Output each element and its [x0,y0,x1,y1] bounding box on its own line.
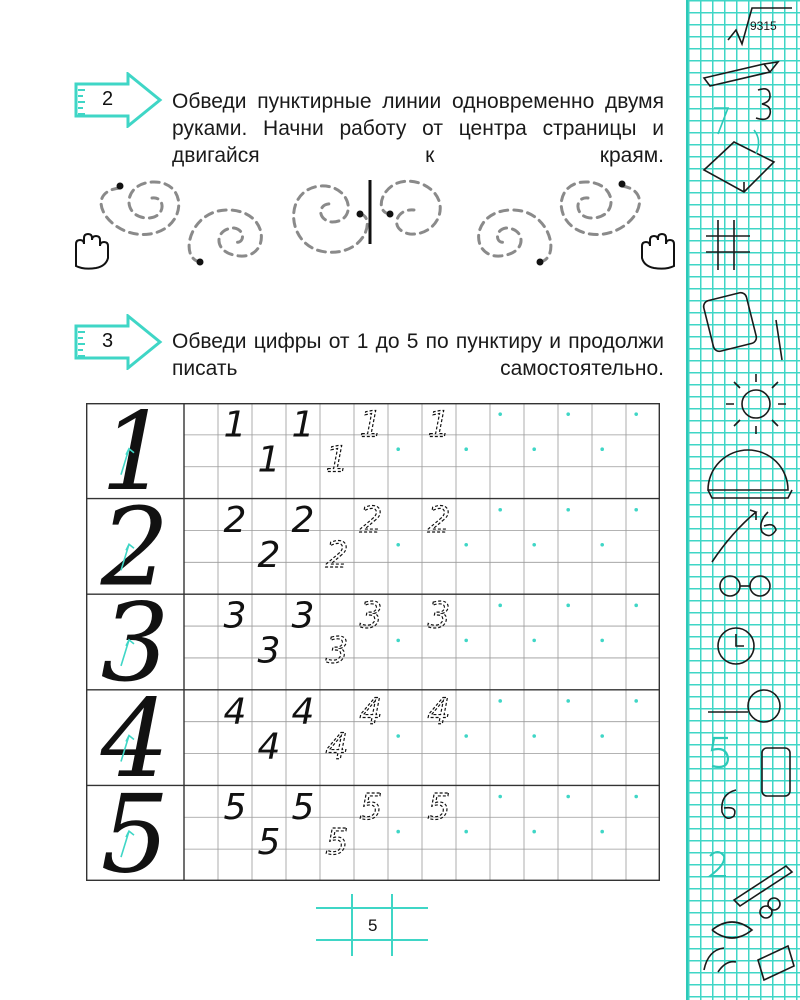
practice-digit: 1 [359,404,383,446]
guide-dot [464,543,468,547]
phone-doodle [762,748,790,796]
practice-digit: 3 [325,630,349,672]
guide-dot [464,447,468,451]
task-3-instructions: Обведи цифры от 1 до 5 по пунктиру и продолжи писать самостоятельно. [172,330,664,380]
practice-digit: 5 [223,786,247,828]
glasses-doodle [720,576,740,596]
protractor-doodle [708,450,792,498]
practice-digit: 3 [427,595,451,637]
practice-digit: 2 [257,535,281,577]
task-number: 3 [102,330,114,352]
guide-dot [634,795,638,799]
guide-dot [396,830,400,834]
practice-digit: 4 [223,691,247,733]
task-2-badge [74,72,164,128]
task-number: 2 [102,88,114,110]
arrow-doodle [712,510,756,562]
pencil-doodle [704,62,778,86]
guide-dot [532,639,536,643]
school-doodles [688,0,800,1000]
practice-digit: 4 [291,691,315,733]
guide-dot [566,508,570,512]
model-digit: 2 [100,485,170,611]
task-2-instructions: Обведи пунктирные линии одновременно двумя руками. Начни работу от центра страницы и двигайся к краям. [172,90,664,167]
spiral-path [294,186,368,252]
practice-digit: 3 [257,630,281,672]
practice-digit: 4 [427,691,451,733]
practice-digit: 1 [223,404,247,446]
guide-dot [600,639,604,643]
guide-dot [566,604,570,608]
sun-doodle [742,390,770,418]
guide-dot [498,412,502,416]
guide-dot [532,734,536,738]
practice-digit: 2 [223,500,247,542]
guide-dot [532,447,536,451]
pen-doodle [734,866,792,906]
model-digit: 5 [100,772,170,881]
guide-dot [634,604,638,608]
guide-dot [634,699,638,703]
guide-dot [396,447,400,451]
model-digit: 3 [100,581,170,707]
guide-dot [532,543,536,547]
guide-dot [396,543,400,547]
hand-icon [76,234,108,269]
spiral-path [479,210,551,262]
guide-dot [634,508,638,512]
spiral-tracing-area [70,172,680,282]
practice-digit: 3 [291,595,315,637]
practice-digit: 3 [359,595,383,637]
guide-dot [396,639,400,643]
book-doodle [704,142,774,192]
guide-dot [464,639,468,643]
practice-digit: 1 [291,404,315,446]
practice-digit: 1 [325,439,349,481]
guide-dot [600,447,604,451]
practice-digit: 1 [427,404,451,446]
practice-digit: 2 [427,500,451,542]
guide-dot [566,699,570,703]
spiral-path [101,182,179,235]
practice-digit: 5 [359,786,383,828]
model-digit: 4 [100,676,170,802]
magnifier-doodle [748,690,780,722]
practice-digit: 5 [427,786,451,828]
guide-dot [634,412,638,416]
ruler-arrow-icon [74,314,164,370]
guide-dot [532,830,536,834]
practice-digit: 5 [291,786,315,828]
hand-icon [642,234,674,269]
leaf-doodle [712,922,752,938]
decorative-grid-strip [686,0,800,1000]
spiral-path [189,210,261,262]
svg-text:9315: 9315 [750,19,777,33]
guide-dot [498,795,502,799]
spiral-path [561,182,639,235]
practice-digit: 1 [257,439,281,481]
guide-dot [566,412,570,416]
envelope-doodle [758,946,794,980]
tictactoe-doodle [706,220,750,270]
practice-digit: 5 [325,821,349,863]
digit-worksheet-grid [86,403,660,881]
practice-digit: 4 [325,726,349,768]
guide-dot [464,830,468,834]
guide-dot [566,795,570,799]
guide-dot [600,543,604,547]
guide-dot [464,734,468,738]
practice-digit: 2 [291,500,315,542]
guide-dot [600,830,604,834]
practice-digit: 4 [257,726,281,768]
calculator-doodle [702,291,757,352]
guide-dot [498,699,502,703]
guide-dot [498,604,502,608]
page-number: 5 [368,916,378,935]
task-3-badge [74,314,164,370]
practice-digit: 2 [359,500,383,542]
practice-digit: 2 [325,535,349,577]
practice-digit: 3 [223,595,247,637]
practice-digit: 5 [257,821,281,863]
ruler-arrow-icon [74,72,164,128]
guide-dot [498,508,502,512]
practice-digit: 4 [359,691,383,733]
guide-dot [600,734,604,738]
model-digit: 1 [100,403,170,516]
spiral-path [381,181,440,234]
guide-dot [396,734,400,738]
